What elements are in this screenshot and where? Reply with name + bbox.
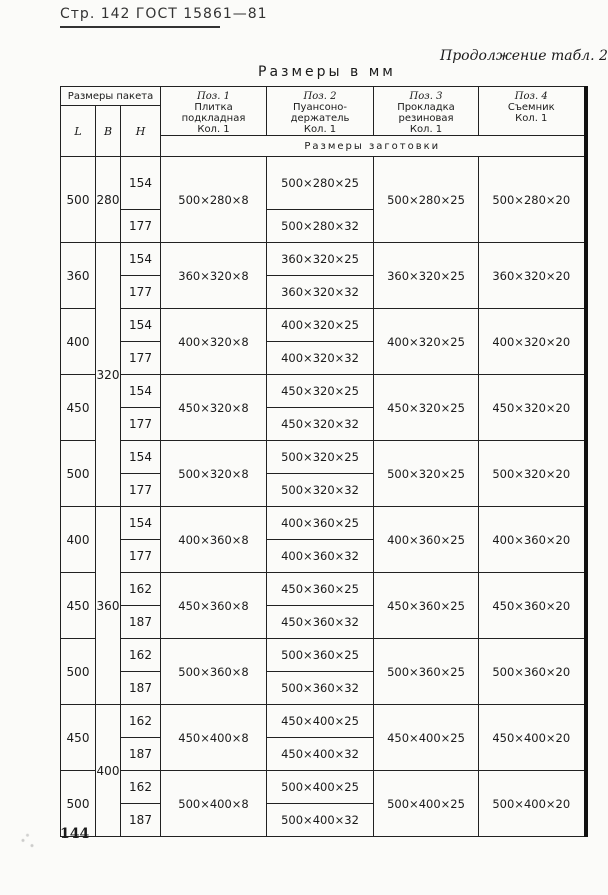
cell-pos2: 500×400×25 bbox=[267, 771, 374, 804]
table-row bbox=[61, 771, 586, 804]
cell-pos1: 450×360×8 bbox=[161, 573, 267, 639]
cell-pos2: 400×320×32 bbox=[267, 342, 374, 375]
scan-smudge bbox=[14, 830, 44, 856]
pos1-qty: Кол. 1 bbox=[197, 124, 230, 135]
package-header: Размеры пакета bbox=[61, 87, 161, 106]
cell-H: 177 bbox=[121, 210, 161, 243]
cell-pos3: 450×400×25 bbox=[374, 705, 479, 771]
table-row bbox=[61, 507, 586, 540]
cell-H: 154 bbox=[121, 309, 161, 342]
cell-L: 400 bbox=[61, 507, 96, 573]
table-row bbox=[61, 639, 586, 672]
cell-pos2: 400×360×25 bbox=[267, 507, 374, 540]
pos3-header bbox=[374, 87, 479, 136]
cell-H: 162 bbox=[121, 573, 161, 606]
cell-H: 162 bbox=[121, 639, 161, 672]
pos4-name1: Съемник bbox=[507, 102, 555, 113]
cell-pos4: 500×280×20 bbox=[479, 157, 586, 243]
cell-H: 154 bbox=[121, 375, 161, 408]
cell-pos2: 400×320×25 bbox=[267, 309, 374, 342]
cell-pos1: 400×360×8 bbox=[161, 507, 267, 573]
cell-pos2: 450×360×25 bbox=[267, 573, 374, 606]
table-row bbox=[61, 243, 586, 276]
pos4-number: Поз. 4 bbox=[514, 91, 548, 102]
cell-H: 177 bbox=[121, 474, 161, 507]
cell-pos4: 500×360×20 bbox=[479, 639, 586, 705]
cell-B: 320 bbox=[96, 243, 121, 507]
cell-H: 177 bbox=[121, 276, 161, 309]
cell-pos3: 500×280×25 bbox=[374, 157, 479, 243]
cell-H: 154 bbox=[121, 157, 161, 210]
cell-H: 177 bbox=[121, 342, 161, 375]
page-number: 144 bbox=[60, 826, 90, 842]
blanks-subheader: Размеры заготовки bbox=[161, 136, 586, 157]
pos4-header bbox=[479, 87, 586, 136]
cell-pos1: 500×400×8 bbox=[161, 771, 267, 837]
pos4-qty: Кол. 1 bbox=[515, 113, 548, 124]
pos1-number: Поз. 1 bbox=[197, 91, 230, 102]
pos1-name2: подкладная bbox=[181, 113, 246, 124]
table-row bbox=[61, 441, 586, 474]
units-caption: Размеры в мм bbox=[258, 64, 396, 80]
pos2-header bbox=[267, 87, 374, 136]
col-L-header: L bbox=[61, 106, 96, 157]
cell-pos4: 450×360×20 bbox=[479, 573, 586, 639]
cell-pos4: 500×400×20 bbox=[479, 771, 586, 837]
cell-L: 500 bbox=[61, 771, 96, 837]
dimensions-table bbox=[60, 86, 588, 837]
cell-pos3: 450×320×25 bbox=[374, 375, 479, 441]
cell-pos2: 450×400×32 bbox=[267, 738, 374, 771]
cell-L: 450 bbox=[61, 375, 96, 441]
cell-H: 162 bbox=[121, 771, 161, 804]
cell-pos2: 360×320×25 bbox=[267, 243, 374, 276]
cell-pos2: 500×360×25 bbox=[267, 639, 374, 672]
cell-pos3: 400×320×25 bbox=[374, 309, 479, 375]
cell-pos2: 500×320×25 bbox=[267, 441, 374, 474]
cell-pos1: 500×320×8 bbox=[161, 441, 267, 507]
cell-H: 177 bbox=[121, 540, 161, 573]
pos2-number: Поз. 2 bbox=[303, 91, 337, 102]
pos3-name2: резиновая bbox=[398, 113, 454, 124]
cell-pos2: 500×320×32 bbox=[267, 474, 374, 507]
table-row bbox=[61, 573, 586, 606]
header-rule bbox=[60, 26, 220, 28]
pos3-number: Поз. 3 bbox=[409, 91, 443, 102]
cell-L: 450 bbox=[61, 705, 96, 771]
pos1-name1: Плитка bbox=[194, 102, 233, 113]
cell-pos3: 500×320×25 bbox=[374, 441, 479, 507]
table-row bbox=[61, 309, 586, 342]
cell-H: 187 bbox=[121, 804, 161, 837]
cell-pos1: 450×400×8 bbox=[161, 705, 267, 771]
cell-H: 187 bbox=[121, 738, 161, 771]
table-body bbox=[61, 157, 586, 837]
cell-pos1: 450×320×8 bbox=[161, 375, 267, 441]
cell-L: 500 bbox=[61, 639, 96, 705]
cell-H: 187 bbox=[121, 672, 161, 705]
cell-H: 162 bbox=[121, 705, 161, 738]
cell-pos2: 450×400×25 bbox=[267, 705, 374, 738]
cell-pos2: 500×400×32 bbox=[267, 804, 374, 837]
cell-pos4: 400×320×20 bbox=[479, 309, 586, 375]
col-H-header: H bbox=[121, 106, 161, 157]
cell-pos3: 500×400×25 bbox=[374, 771, 479, 837]
table-row bbox=[61, 375, 586, 408]
cell-B: 360 bbox=[96, 507, 121, 705]
cell-pos2: 450×320×32 bbox=[267, 408, 374, 441]
pos3-qty: Кол. 1 bbox=[409, 124, 443, 135]
cell-H: 154 bbox=[121, 507, 161, 540]
table-continuation-note: Продолжение табл. 2 bbox=[440, 48, 608, 64]
cell-pos3: 450×360×25 bbox=[374, 573, 479, 639]
cell-H: 154 bbox=[121, 441, 161, 474]
cell-pos4: 450×400×20 bbox=[479, 705, 586, 771]
cell-pos2: 500×360×32 bbox=[267, 672, 374, 705]
cell-pos2: 500×280×25 bbox=[267, 157, 374, 210]
cell-pos1: 500×280×8 bbox=[161, 157, 267, 243]
cell-pos4: 450×320×20 bbox=[479, 375, 586, 441]
cell-pos1: 360×320×8 bbox=[161, 243, 267, 309]
pos3-name1: Прокладка bbox=[397, 102, 455, 113]
cell-L: 500 bbox=[61, 441, 96, 507]
cell-pos4: 360×320×20 bbox=[479, 243, 586, 309]
cell-pos3: 400×360×25 bbox=[374, 507, 479, 573]
pos2-name2: держатель bbox=[290, 113, 350, 124]
cell-pos1: 400×320×8 bbox=[161, 309, 267, 375]
cell-L: 450 bbox=[61, 573, 96, 639]
cell-pos4: 400×360×20 bbox=[479, 507, 586, 573]
cell-pos1: 500×360×8 bbox=[161, 639, 267, 705]
cell-H: 187 bbox=[121, 606, 161, 639]
cell-H: 154 bbox=[121, 243, 161, 276]
cell-L: 400 bbox=[61, 309, 96, 375]
table-row bbox=[61, 705, 586, 738]
cell-H: 177 bbox=[121, 408, 161, 441]
pos2-name1: Пуансоно- bbox=[293, 102, 347, 113]
col-B-header: B bbox=[96, 106, 121, 157]
cell-pos2: 360×320×32 bbox=[267, 276, 374, 309]
cell-L: 360 bbox=[61, 243, 96, 309]
cell-pos2: 450×320×25 bbox=[267, 375, 374, 408]
cell-pos2: 450×360×32 bbox=[267, 606, 374, 639]
cell-pos3: 500×360×25 bbox=[374, 639, 479, 705]
pos2-qty: Кол. 1 bbox=[303, 124, 337, 135]
pos1-header bbox=[161, 87, 267, 136]
cell-pos2: 500×280×32 bbox=[267, 210, 374, 243]
page-header-code: Стр. 142 ГОСТ 15861—81 bbox=[60, 6, 268, 22]
cell-pos3: 360×320×25 bbox=[374, 243, 479, 309]
cell-L: 500 bbox=[61, 157, 96, 243]
cell-pos2: 400×360×32 bbox=[267, 540, 374, 573]
cell-pos4: 500×320×20 bbox=[479, 441, 586, 507]
cell-B: 400 bbox=[96, 705, 121, 837]
table-row bbox=[61, 157, 586, 210]
cell-B: 280 bbox=[96, 157, 121, 243]
